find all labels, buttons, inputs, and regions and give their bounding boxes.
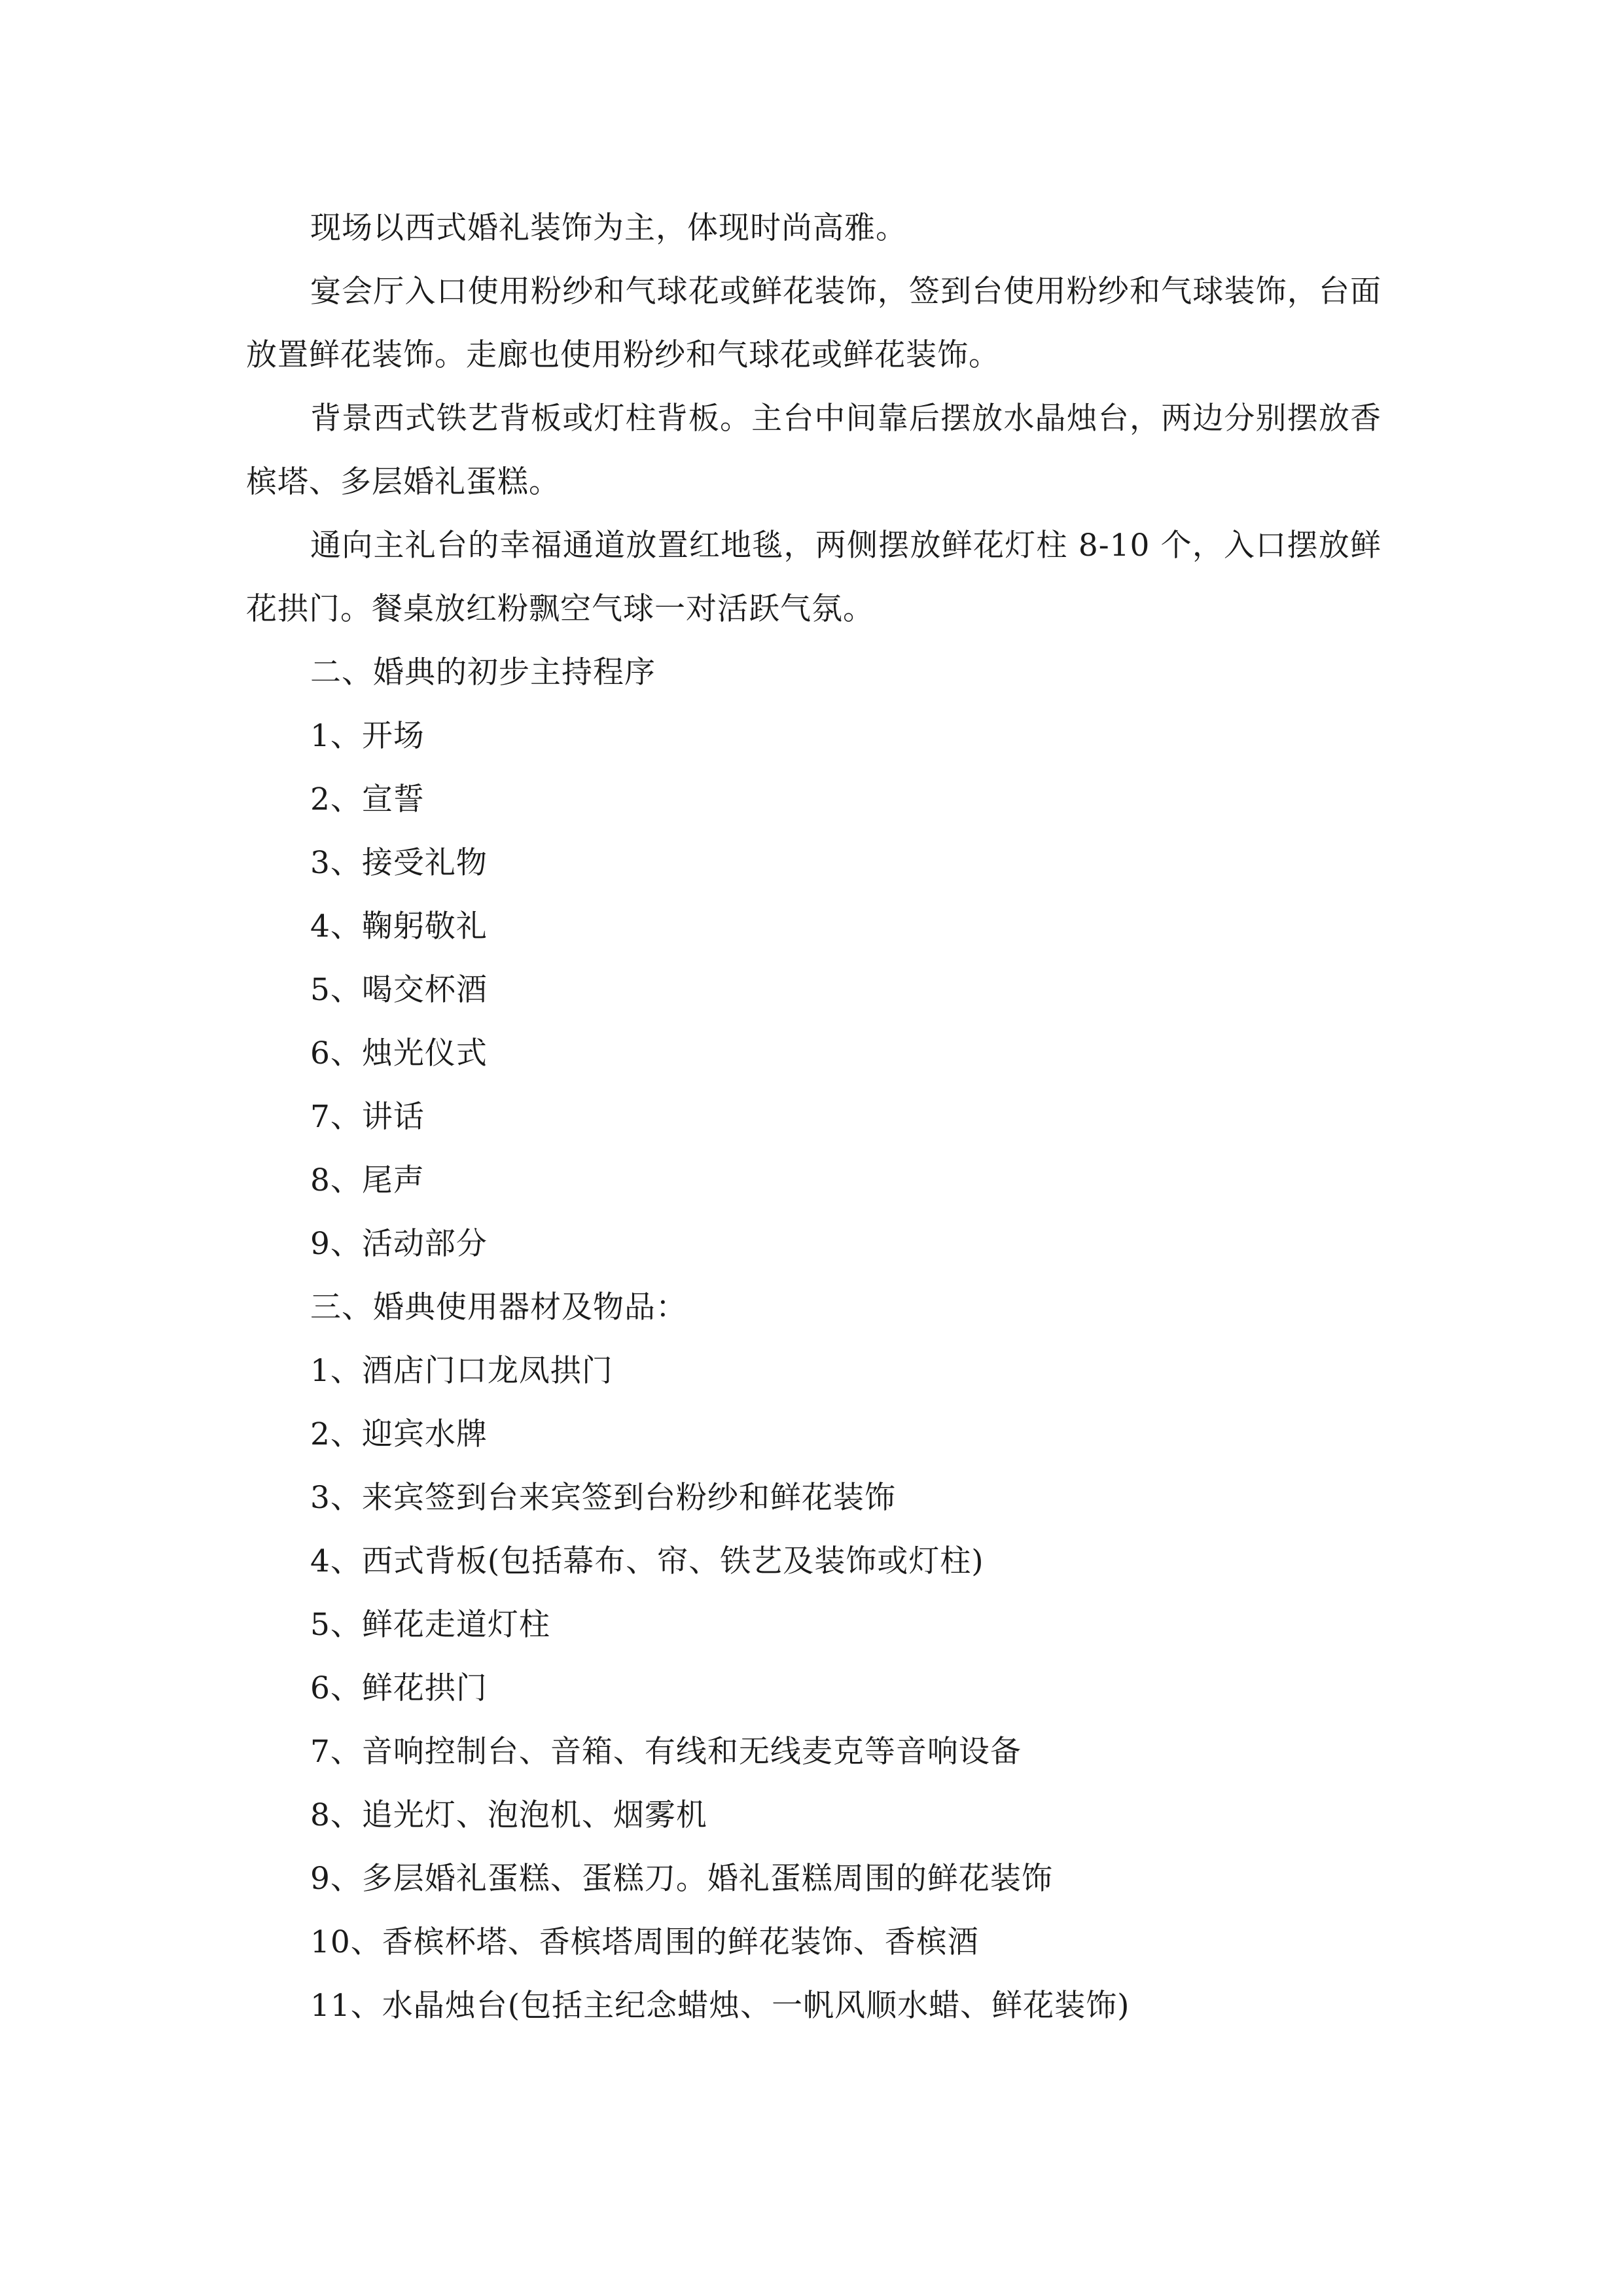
list-item: 2、迎宾水牌 (310, 1416, 488, 1452)
document-body (246, 196, 1382, 2037)
list-item: 8、尾声 (310, 1162, 425, 1198)
list-item: 9、活动部分 (310, 1226, 488, 1262)
list-item: 7、讲话 (310, 1099, 425, 1135)
list-item: 1、开场 (310, 718, 425, 754)
section-heading: 三、婚典使用器材及物品： (310, 1289, 687, 1325)
paragraph: 现场以西式婚礼装饰为主，体现时尚高雅。 (310, 210, 907, 246)
list-item: 6、烛光仪式 (310, 1035, 488, 1071)
paragraph: 通向主礼台的幸福通道放置红地毯，两侧摆放鲜花灯柱 8-10 个，入口摆放鲜花拱门。餐桌放红粉飘空气球一对活跃气氛。 (246, 528, 1382, 627)
list-item: 11、水晶烛台(包括主纪念蜡烛、一帆风顺水蜡、鲜花装饰) (310, 1988, 1130, 2024)
list-item: 8、追光灯、泡泡机、烟雾机 (310, 1797, 707, 1833)
list-item: 4、鞠躬敬礼 (310, 908, 488, 944)
list-item: 10、香槟杯塔、香槟塔周围的鲜花装饰、香槟酒 (310, 1924, 979, 1960)
list-item: 3、来宾签到台来宾签到台粉纱和鲜花装饰 (310, 1480, 896, 1516)
list-item: 1、酒店门口龙凤拱门 (310, 1353, 613, 1389)
section-heading: 二、婚典的初步主持程序 (310, 655, 656, 691)
list-item: 9、多层婚礼蛋糕、蛋糕刀。婚礼蛋糕周围的鲜花装饰 (310, 1861, 1053, 1897)
list-item: 7、音响控制台、音箱、有线和无线麦克等音响设备 (310, 1734, 1022, 1770)
paragraph: 宴会厅入口使用粉纱和气球花或鲜花装饰，签到台使用粉纱和气球装饰，台面放置鲜花装饰。走廊也使用粉纱和气球花或鲜花装饰。 (246, 274, 1382, 373)
list-item: 3、接受礼物 (310, 845, 488, 881)
list-item: 4、西式背板(包括幕布、帘、铁艺及装饰或灯柱) (310, 1543, 984, 1579)
list-item: 5、喝交杯酒 (310, 972, 488, 1008)
paragraph: 背景西式铁艺背板或灯柱背板。主台中间靠后摆放水晶烛台，两边分别摆放香槟塔、多层婚礼蛋糕。 (246, 401, 1382, 500)
list-item: 2、宣誓 (310, 781, 425, 817)
list-item: 5、鲜花走道灯柱 (310, 1607, 550, 1643)
list-item: 6、鲜花拱门 (310, 1670, 488, 1706)
